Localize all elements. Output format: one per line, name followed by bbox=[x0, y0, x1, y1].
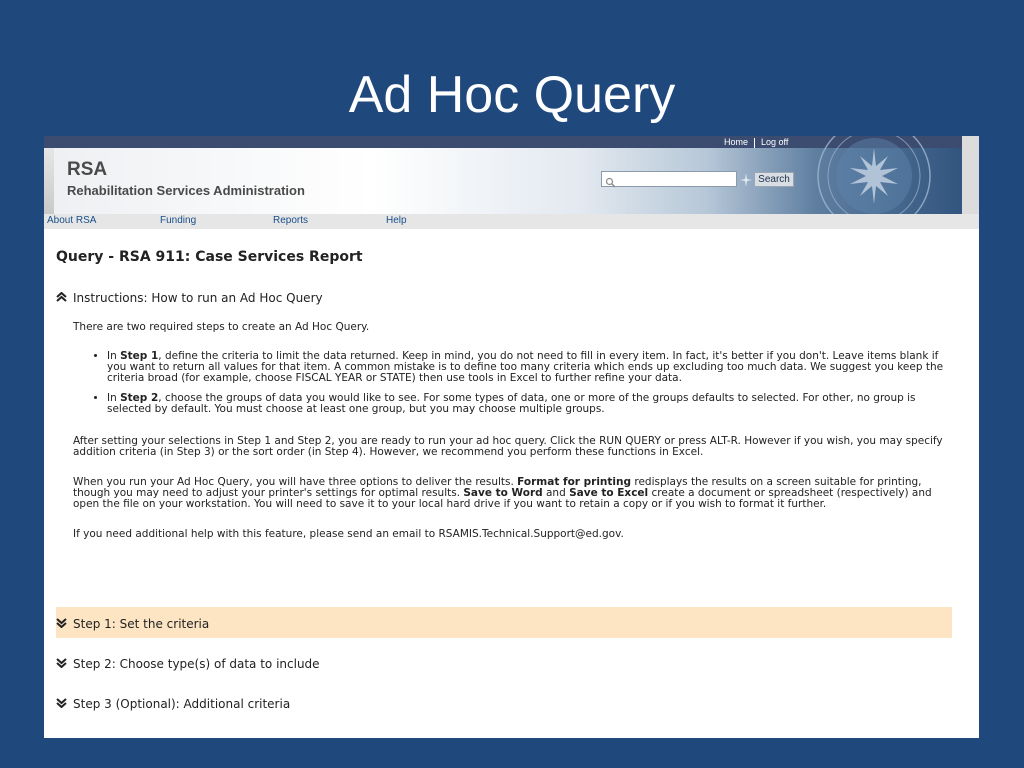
list-item: • In Step 1, define the criteria to limit the data returned. Keep in mind, you do not need to fill in every item. In fact, it's better if you don't. Leave items blank if you want to return all values for that item. A common mistake is to define too many criteria which ends up excluding too much data. We suggest you keep the criteria broad (for example, choose FISCAL YEAR or STATE) then use tools in Excel to further refine your data. bbox=[107, 351, 958, 384]
sparkle-icon bbox=[740, 172, 752, 191]
banner-edge-right bbox=[962, 136, 979, 214]
chevron-down-icon bbox=[56, 697, 68, 711]
top-links bbox=[724, 136, 788, 148]
list-item: • In Step 2, choose the groups of data you would like to see. For some types of data, one or more of the groups defaults to selected. For other, no group is selected by default. You must choose at least one group, but you may choose multiple groups. bbox=[107, 393, 958, 415]
step1-toggle[interactable] bbox=[56, 617, 209, 631]
step3-toggle[interactable] bbox=[56, 697, 290, 711]
banner-edge bbox=[44, 148, 54, 214]
instructions-title: Instructions: How to run an Ad Hoc Query bbox=[73, 291, 323, 305]
home-link[interactable]: Home bbox=[724, 137, 749, 147]
main-nav bbox=[44, 214, 979, 229]
chevron-down-icon bbox=[56, 657, 68, 671]
intro-text: There are two required steps to create an Ad Hoc Query. bbox=[73, 321, 370, 333]
logoff-link[interactable]: Log off bbox=[761, 137, 789, 147]
department-seal-icon bbox=[814, 136, 934, 220]
page-title: Query - RSA 911: Case Services Report bbox=[56, 249, 363, 265]
step2-toggle[interactable] bbox=[56, 657, 320, 671]
slide-title: Ad Hoc Query bbox=[348, 66, 676, 124]
nav-reports[interactable]: Reports bbox=[273, 215, 309, 226]
search-field[interactable] bbox=[601, 171, 737, 187]
instruction-list bbox=[73, 351, 958, 424]
link-divider bbox=[754, 138, 755, 148]
org-acronym[interactable]: RSA bbox=[67, 159, 108, 180]
nav-about-rsa[interactable]: About RSA bbox=[47, 215, 97, 226]
search-input[interactable] bbox=[618, 179, 736, 191]
nav-help[interactable]: Help bbox=[386, 215, 407, 226]
screenshot-frame bbox=[44, 136, 979, 738]
instructions-toggle[interactable] bbox=[56, 291, 323, 305]
org-name: Rehabilitation Services Administration bbox=[67, 183, 305, 198]
step3-label: Step 3 (Optional): Additional criteria bbox=[73, 697, 291, 711]
step1-label: Step 1: Set the criteria bbox=[73, 617, 210, 631]
search-button[interactable]: Search bbox=[754, 172, 794, 187]
chevron-down-icon bbox=[56, 617, 68, 631]
after-steps-text: After setting your selections in Step 1 and Step 2, you are ready to run your ad hoc query. Click the RUN QUERY or press ALT-R. However if you wish, you may specify addition criteria (in Step 3) or the sort order (in Step 4). However, we recommend you perform these functions in Excel. bbox=[73, 435, 943, 458]
chevron-up-icon bbox=[56, 291, 68, 305]
nav-funding[interactable]: Funding bbox=[160, 215, 197, 226]
help-text: If you need additional help with this feature, please send an email to RSAMIS.Technical.Support@ed.gov. bbox=[73, 528, 624, 540]
search-icon bbox=[605, 173, 616, 192]
step2-label: Step 2: Choose type(s) of data to include bbox=[73, 657, 320, 671]
delivery-options-text: When you run your Ad Hoc Query, you will have three options to deliver the results. Format for printing redisplays the results on a screen suitable for printing, though you may need to adjust your printer's settings for optimal results. Save to Word and Save to Excel create a document or spreadsheet (respectively) and open the file on your workstation. You will need to save it to your local hard drive if you want to retain a copy or if you wish to format it further. bbox=[73, 476, 932, 510]
main-content bbox=[44, 229, 979, 738]
